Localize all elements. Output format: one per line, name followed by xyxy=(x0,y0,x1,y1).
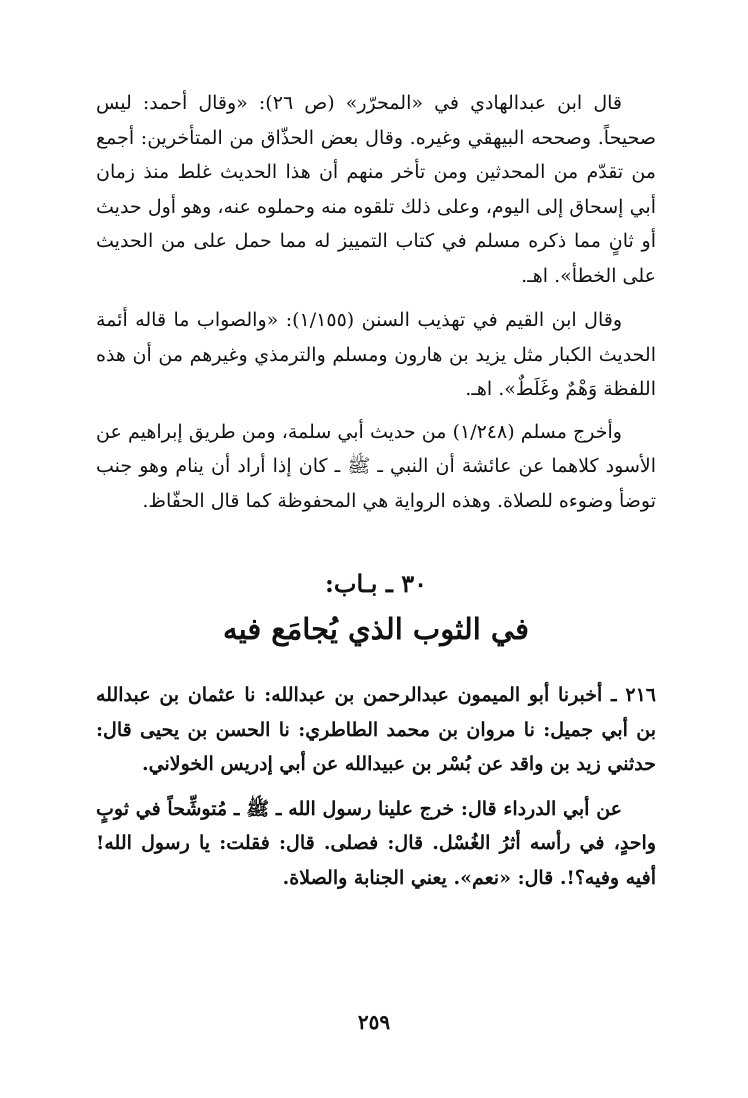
book-page xyxy=(96,86,656,1086)
hadith-isnad: ٢١٦ ـ أخبرنا أبو الميمون عبدالرحمن بن عبدالله: نا عثمان بن عبدالله بن أبي جميل: نا مروان بن محمد الطاطري: نا الحسن بن يحيى قال: حدثني زيد بن واقد عن بُسْر بن عبيدالله عن أبي إدريس الخولاني. xyxy=(96,684,656,775)
chapter-title: في الثوب الذي يُجامَع فيه xyxy=(223,612,529,646)
page-number: ٢٥٩ xyxy=(357,1010,391,1034)
chapter-number: ٣٠ ـ بـاب: xyxy=(325,569,427,598)
chapter-heading xyxy=(96,566,656,652)
paragraph-muslim: وأخرج مسلم (١/٢٤٨) من حديث أبي سلمة، ومن طريق إبراهيم عن الأسود كلاهما عن عائشة أن النبي ـ ﷺ ـ كان إذا أراد أن ينام وهو جنب توضأ وضوءه للصلاة. وهذه الرواية هي المحفوظة كما قال الحفّاظ. xyxy=(96,420,656,512)
hadith-matn: عن أبي الدرداء قال: خرج علينا رسول الله ـ ﷺ ـ مُتوشِّحاً في ثوبٍ واحدٍ، في رأسه أثرُ الغُسْل. قال: فصلى. قال: فقلت: يا رسول الله! أفيه وفيه؟!. قال: «نعم». يعني الجنابة والصلاة. xyxy=(96,797,656,889)
paragraph-ibn-alqayyim: وقال ابن القيم في تهذيب السنن (١/١٥٥): «والصواب ما قاله أئمة الحديث الكبار مثل يزيد بن هارون ومسلم والترمذي وغيرهم من أن هذه اللفظة وَهْمٌ وغَلَطٌ». اهـ. xyxy=(96,309,656,400)
paragraph-ibn-abdulhadi: قال ابن عبدالهادي في «المحرّر» (ص ٢٦): «وقال أحمد: ليس صحيحاً. وصححه البيهقي وغيره. وقال بعض الحذّاق من المتأخرين: أجمع من تقدّم من المحدثين ومن تأخر منهم أن هذا الحديث غلط منذ زمان أبي إسحاق إلى اليوم، وعلى ذلك تلقوه منه وحملوه عنه، وهو أول حديث أو ثانٍ مما ذكره مسلم في كتاب التمييز له مما حمل على من الحديث على الخطأ». اهـ. xyxy=(96,92,656,287)
